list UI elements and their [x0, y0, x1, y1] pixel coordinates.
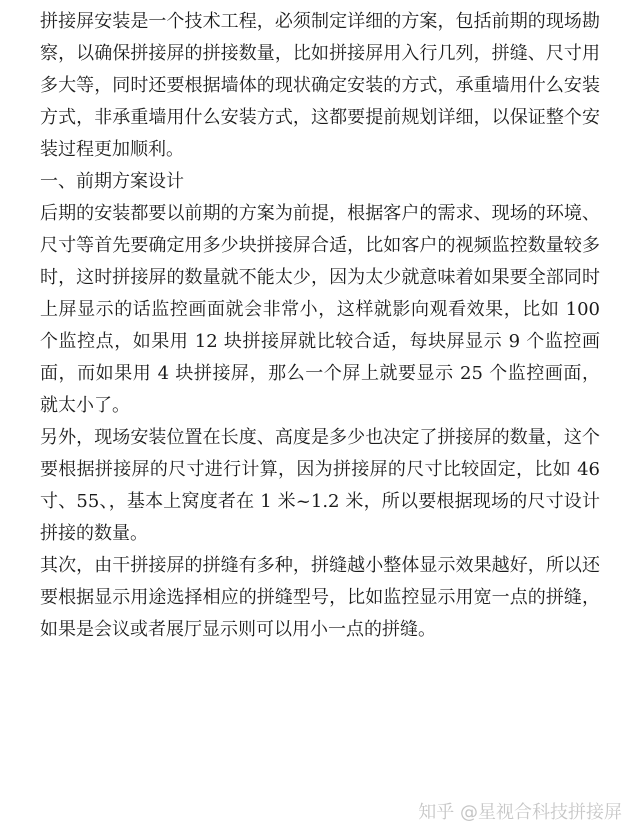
document-body — [40, 6, 600, 646]
body-paragraph: 另外，现场安装位置在长度、高度是多少也决定了拼接屏的数量，这个要根据拼接屏的尺寸进行计算，因为拼接屏的尺寸比较固定，比如 46 寸、55、，基本上窝度者在 1 米~1.2 米，所以要根据现场的尺寸设计拼接的数量。 — [40, 427, 600, 544]
intro-paragraph: 拼接屏安装是一个技术工程，必须制定详细的方案，包括前期的现场勘察，以确保拼接屏的拼接数量，比如拼接屏用入行几列，拼缝、尺寸用多大等，同时还要根据墙体的现状确定安装的方式，承重墙用什么安装方式，非承重墙用什么安装方式，这都要提前规划详细，以保证整个安装过程更加顺利。 — [40, 11, 600, 160]
body-paragraph: 后期的安装都要以前期的方案为前提，根据客户的需求、现场的环境、尺寸等首先要确定用多少块拼接屏合适，比如客户的视频监控数量较多时，这时拼接屏的数量就不能太少，因为太少就意味着如果要全部同时上屏显示的话监控画面就会非常小，这样就影向观看效果，比如 100 个监控点，如果用 12 块拼接屏就比较合适，每块屏显示 9 个监控画面，而如果用 4 块拼接屏，那么一个屏上就要显示 25 个监控画面，就太小了。 — [40, 203, 600, 416]
body-paragraph: 其次，由干拼接屏的拼缝有多种，拼缝越小整体显示效果越好，所以还要根据显示用途选择相应的拼缝型号，比如监控显示用宽一点的拼缝，如果是会议或者展厅显示则可以用小一点的拼缝。 — [40, 555, 600, 640]
section-heading: 一、前期方案设计 — [40, 171, 184, 192]
watermark: 知乎 @星视合科技拼接屏 — [418, 802, 622, 823]
